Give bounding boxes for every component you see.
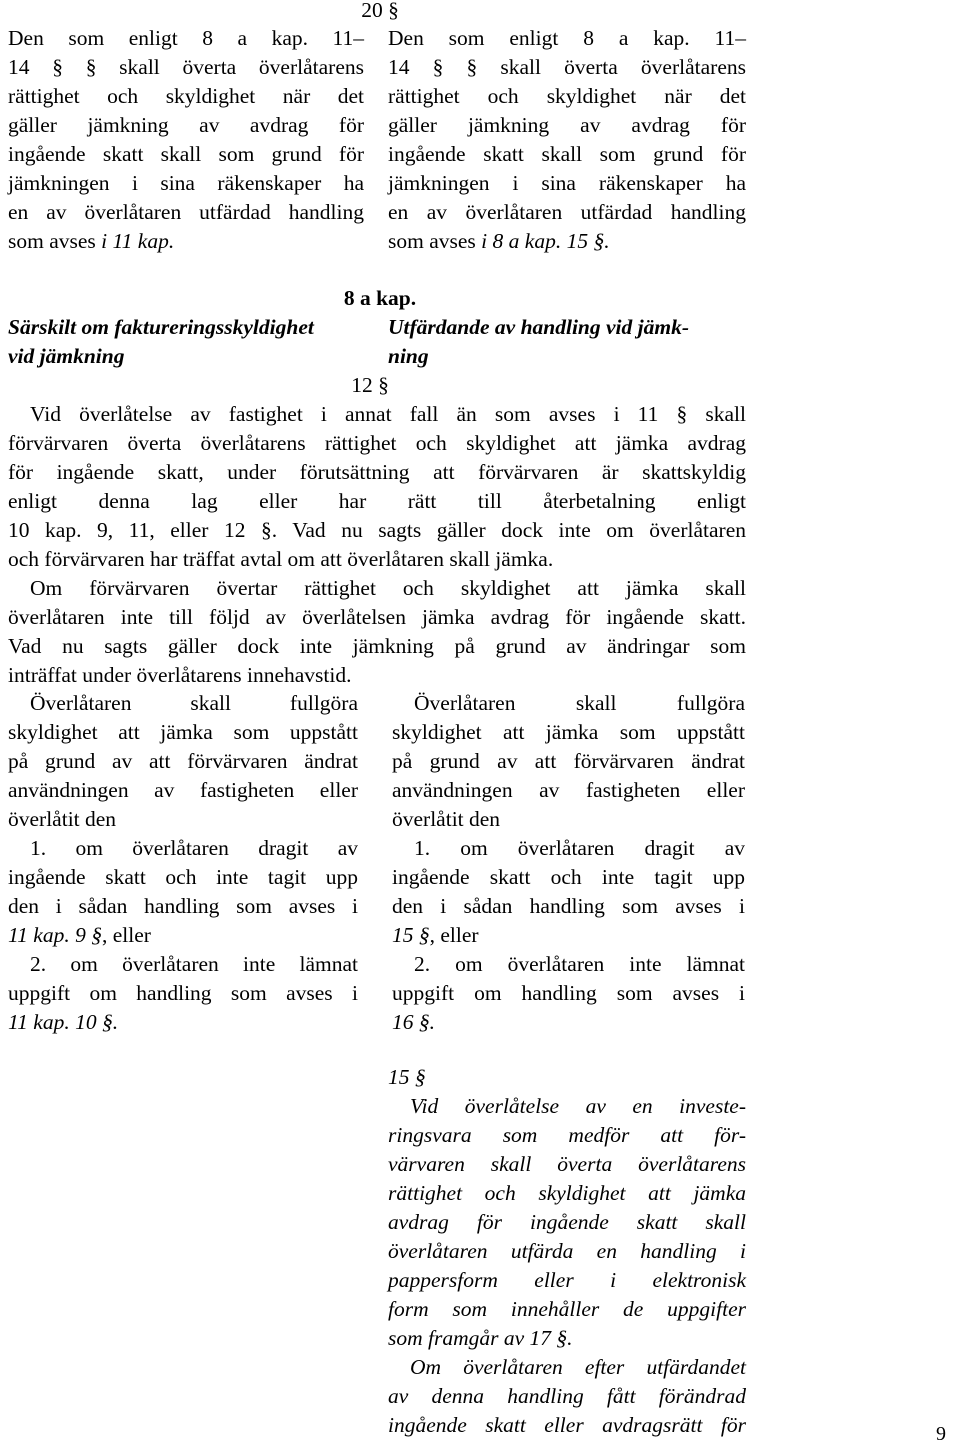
text-span: som avses (388, 229, 482, 253)
text-line: Om överlåtaren efter utfärdandet (410, 1355, 746, 1379)
text-line: den i sådan handling som avses i (392, 894, 745, 918)
text-line: ingående skatt och inte tagit upp (392, 865, 745, 889)
list-item: 2. om överlåtaren inte lämnat (414, 952, 745, 976)
list-item: 1. om överlåtaren dragit av (30, 836, 358, 860)
text-line (8, 1008, 358, 1037)
text-line: 14 § § skall överta överlåtarens (388, 55, 746, 79)
left-heading (8, 313, 378, 371)
list-item: 1. om överlåtaren dragit av (414, 836, 745, 860)
text-line: inträffat under överlåtarens innehavstid. (8, 663, 352, 687)
text-line: Om förvärvaren övertar rättighet och skyldighet att jämka skall (30, 576, 746, 600)
text-line: ringsvara som medför att för- (388, 1123, 746, 1147)
text-line: Vid överlåtelse av en investe- (410, 1094, 746, 1118)
text-line: ingående skatt skall som grund för (388, 142, 746, 166)
text-line: gäller jämkning av avdrag för (388, 113, 746, 137)
text-line: Överlåtaren skall fullgöra (30, 691, 358, 715)
section-number: 12 § (351, 373, 389, 397)
text-line: ingående skatt eller avdragsrätt för (388, 1413, 746, 1437)
heading-line: Utfärdande av handling vid jämk- (388, 315, 690, 339)
section-15 (388, 1063, 746, 1440)
text-line: gäller jämkning av avdrag för (8, 113, 364, 137)
text-line: av denna handling fått förändrad (388, 1384, 746, 1408)
text-line (8, 227, 364, 256)
text-line: skyldighet att jämka som uppstått (392, 720, 745, 744)
text-line: Vad nu sagts gäller dock inte jämkning på grund av ändringar som (8, 634, 746, 658)
text-span-italic: 11 kap. 10 §. (8, 1010, 119, 1034)
text-line: överlåtit den (8, 807, 117, 831)
text-line: för ingående skatt, under förutsättning att förvärvaren är skattskyldig (8, 460, 746, 484)
text-line: användningen av fastigheten eller (8, 778, 358, 802)
text-line: skyldighet att jämka som uppstått (8, 720, 358, 744)
text-line: uppgift om handling som avses i (392, 981, 745, 1005)
text-line: ingående skatt skall som grund för (8, 142, 364, 166)
text-line: jämkningen i sina räkenskaper ha (8, 171, 364, 195)
text-line: en av överlåtaren utfärdad handling (388, 200, 746, 224)
text-line: Överlåtaren skall fullgöra (414, 691, 745, 715)
text-line: pappersform eller i elektronisk (388, 1268, 746, 1292)
text-line: på grund av att förvärvaren ändrat (8, 749, 358, 773)
text-span: , eller (429, 923, 479, 947)
chapter-title: 8 a kap. (343, 286, 417, 310)
text-line: rättighet och skyldighet när det (8, 84, 364, 108)
text-span-italic: 15 § (392, 923, 430, 947)
text-line: enligt denna lag eller har rätt till återbetalning enligt (8, 489, 746, 513)
text-line (388, 227, 746, 256)
heading-line: Särskilt om faktureringsskyldighet (8, 315, 314, 339)
text-line: överlåtaren utfärda en handling i (388, 1239, 746, 1263)
heading-line: vid jämkning (8, 344, 125, 368)
text-span-italic: 11 kap. 9 § (8, 923, 102, 947)
text-line (392, 1008, 745, 1037)
text-line: som framgår av 17 §. (388, 1326, 573, 1350)
bottom-right-column (392, 689, 745, 1037)
text-line (392, 921, 745, 950)
heading-line: ning (388, 344, 429, 368)
section-number: 15 § (388, 1065, 426, 1089)
text-line: uppgift om handling som avses i (8, 981, 358, 1005)
text-line: ingående skatt och inte tagit upp (8, 865, 358, 889)
text-line: en av överlåtaren utfärdad handling (8, 200, 364, 224)
top-right-column (388, 24, 746, 256)
text-line: och förvärvaren har träffat avtal om att överlåtaren skall jämka. (8, 547, 554, 571)
text-line: rättighet och skyldighet när det (388, 84, 746, 108)
text-line: värvaren skall överta överlåtarens (388, 1152, 746, 1176)
text-line: 14 § § skall överta överlåtarens (8, 55, 364, 79)
text-span: , eller (101, 923, 151, 947)
text-line: form som innehåller de uppgifter (388, 1297, 746, 1321)
bottom-left-column (8, 689, 358, 1037)
text-line: den i sådan handling som avses i (8, 894, 358, 918)
text-line: rättighet och skyldighet att jämka (388, 1181, 746, 1205)
list-item: 2. om överlåtaren inte lämnat (30, 952, 358, 976)
section-12-body (8, 400, 746, 690)
page-number: 9 (936, 1423, 946, 1445)
text-line: avdrag för ingående skatt skall (388, 1210, 746, 1234)
text-line (8, 921, 358, 950)
text-line: Vid överlåtelse av fastighet i annat fall än som avses i 11 § skall (30, 402, 746, 426)
text-line: överlåtaren inte till följd av överlåtelsen jämka avdrag för ingående skatt. (8, 605, 746, 629)
text-line: användningen av fastigheten eller (392, 778, 745, 802)
text-span-italic: i 11 kap. (101, 229, 175, 253)
text-line: på grund av att förvärvaren ändrat (392, 749, 745, 773)
text-line: Den som enligt 8 a kap. 11– (8, 26, 364, 50)
text-line: Den som enligt 8 a kap. 11– (388, 26, 746, 50)
text-line: jämkningen i sina räkenskaper ha (388, 171, 746, 195)
top-left-column (8, 24, 364, 256)
text-line: förvärvaren överta överlåtarens rättighet och skyldighet att jämka avdrag (8, 431, 746, 455)
text-span-italic: 16 §. (392, 1010, 435, 1034)
text-line: 10 kap. 9, 11, eller 12 §. Vad nu sagts gäller dock inte om överlåtaren (8, 518, 746, 542)
right-heading (388, 313, 758, 371)
text-span: som avses (8, 229, 102, 253)
text-line: överlåtit den (392, 807, 501, 831)
page-marker: 20 § (361, 0, 399, 22)
text-span-italic: i 8 a kap. 15 §. (481, 229, 610, 253)
